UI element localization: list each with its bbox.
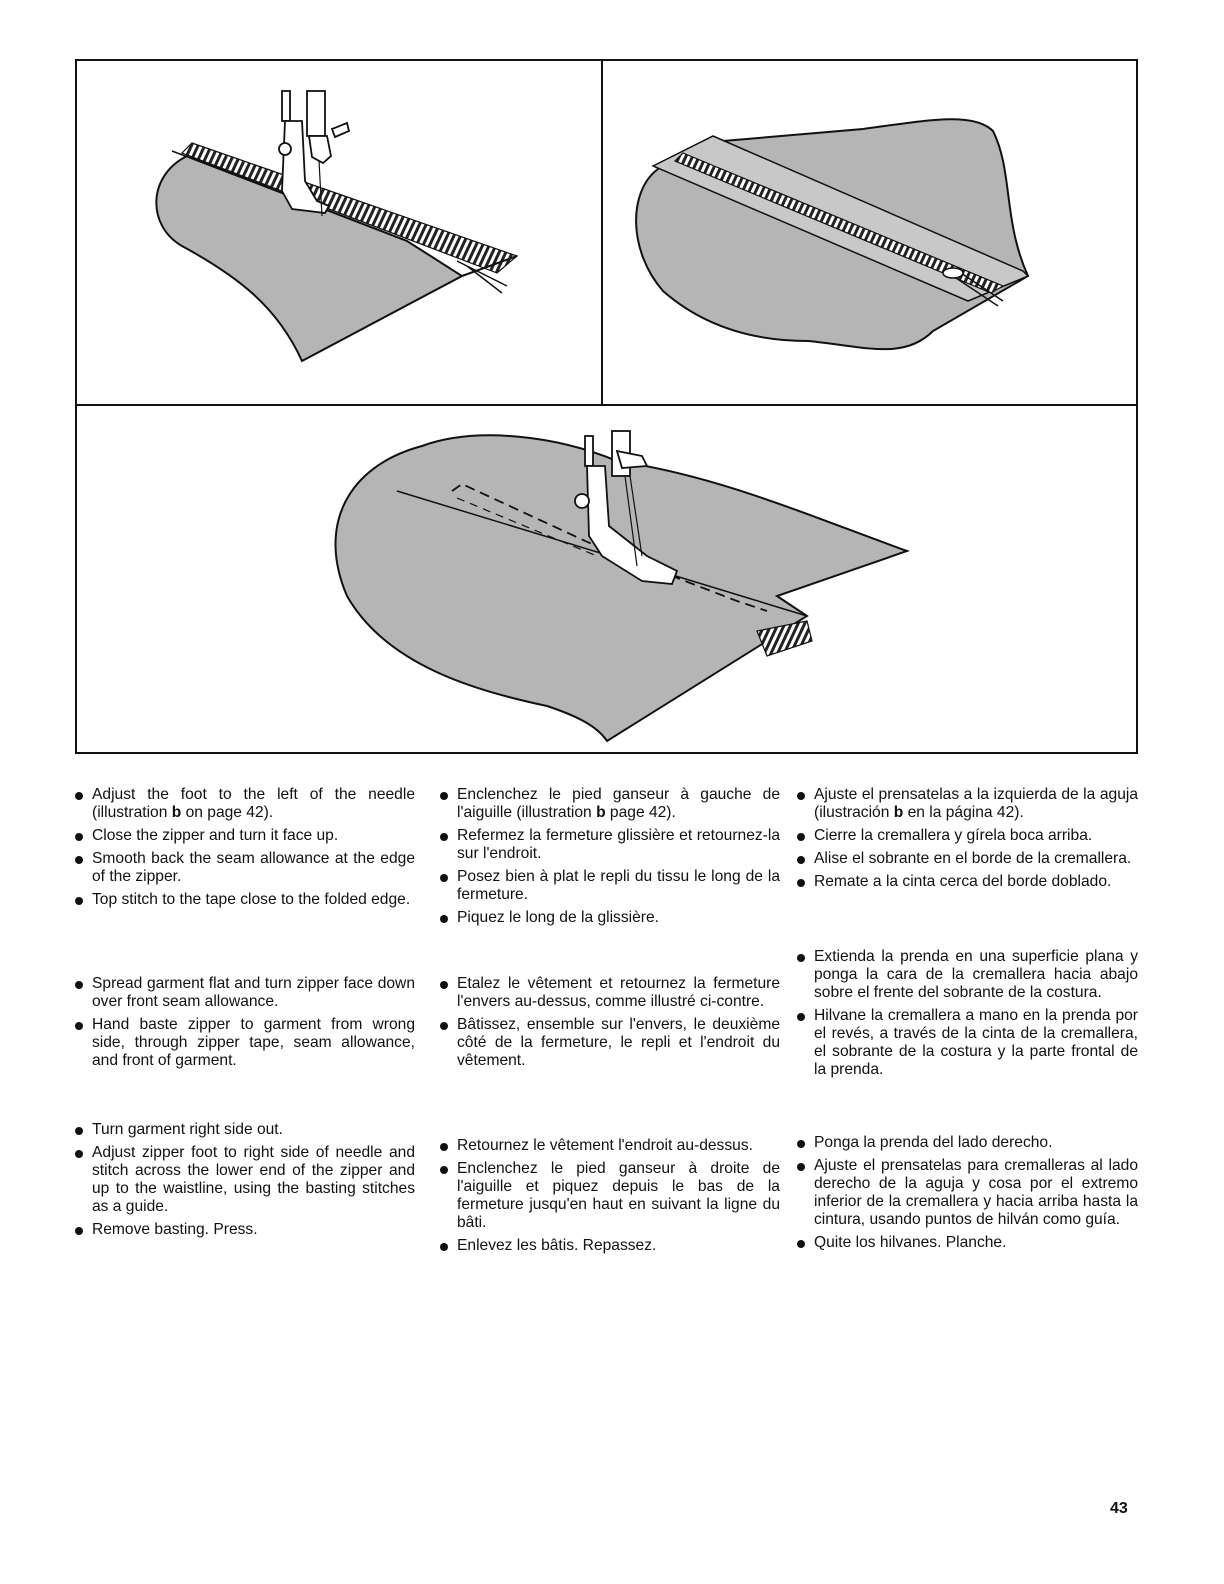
en-block-2: [75, 975, 415, 1075]
list-item: Enclenchez le pied ganseur à droite de l'aiguille et piquez depuis le bas de la fermeture jusqu'en haut en suivant la ligne du bâti.: [440, 1160, 780, 1232]
list-item: Adjust the foot to the left of the needle (illustration b on page 42).: [75, 786, 415, 822]
illustration-zipper-foot-stitching: [77, 61, 601, 404]
list-item: Ajuste el prensatelas a la izquierda de la aguja (ilustración b en la página 42).: [797, 786, 1138, 822]
en-block-1: [75, 786, 415, 914]
list-item: Extienda la prenda en una superficie plana y ponga la cara de la cremallera hacia abajo sobre el frente del sobrante de la costura.: [797, 948, 1138, 1002]
en-block-3: [75, 1121, 415, 1244]
list-item: Adjust zipper foot to right side of needle and stitch across the lower end of the zipper and up to the waistline, using the basting stitches as a guide.: [75, 1144, 415, 1216]
es-block-1: [797, 786, 1138, 896]
list-item: Remove basting. Press.: [75, 1221, 415, 1239]
list-item: Ponga la prenda del lado derecho.: [797, 1134, 1138, 1152]
list-item: Alise el sobrante en el borde de la cremallera.: [797, 850, 1138, 868]
illustration-topstitch-across-end: [77, 406, 1136, 752]
list-item: Ajuste el prensatelas para cremalleras al lado derecho de la aguja y cosa por el extremo inferior de la cremallera y hacia arriba hasta la cintura, usando puntos de hilván como guía.: [797, 1157, 1138, 1229]
es-block-3: [797, 1134, 1138, 1257]
list-item: Hand baste zipper to garment from wrong side, through zipper tape, seam allowance, and front of garment.: [75, 1016, 415, 1070]
list-item: Close the zipper and turn it face up.: [75, 827, 415, 845]
list-item: Cierre la cremallera y gírela boca arriba.: [797, 827, 1138, 845]
fr-block-3: [440, 1137, 780, 1260]
fr-block-1: [440, 786, 780, 932]
list-item: Retournez le vêtement l'endroit au-dessus.: [440, 1137, 780, 1155]
list-item: Bâtissez, ensemble sur l'envers, le deuxième côté de la fermeture, le repli et l'endroit du vêtement.: [440, 1016, 780, 1070]
list-item: Etalez le vêtement et retournez la fermeture l'envers au-dessus, comme illustré ci-contre.: [440, 975, 780, 1011]
list-item: Spread garment flat and turn zipper face down over front seam allowance.: [75, 975, 415, 1011]
list-item: Posez bien à plat le repli du tissu le long de la fermeture.: [440, 868, 780, 904]
list-item: Hilvane la cremallera a mano en la prenda por el revés, a través de la cinta de la cremallera, el sobrante de la costura y la parte frontal de la prenda.: [797, 1007, 1138, 1079]
es-block-2: [797, 948, 1138, 1084]
list-item: Enclenchez le pied ganseur à gauche de l'aiguille (illustration b page 42).: [440, 786, 780, 822]
list-item: Quite los hilvanes. Planche.: [797, 1234, 1138, 1252]
list-item: Remate a la cinta cerca del borde doblado.: [797, 873, 1138, 891]
list-item: Refermez la fermeture glissière et retournez-la sur l'endroit.: [440, 827, 780, 863]
list-item: Top stitch to the tape close to the folded edge.: [75, 891, 415, 909]
list-item: Piquez le long de la glissière.: [440, 909, 780, 927]
fr-block-2: [440, 975, 780, 1075]
list-item: Enlevez les bâtis. Repassez.: [440, 1237, 780, 1255]
page-number: 43: [1110, 1500, 1128, 1517]
illustration-zipper-face-down: [603, 61, 1136, 404]
list-item: Turn garment right side out.: [75, 1121, 415, 1139]
list-item: Smooth back the seam allowance at the edge of the zipper.: [75, 850, 415, 886]
